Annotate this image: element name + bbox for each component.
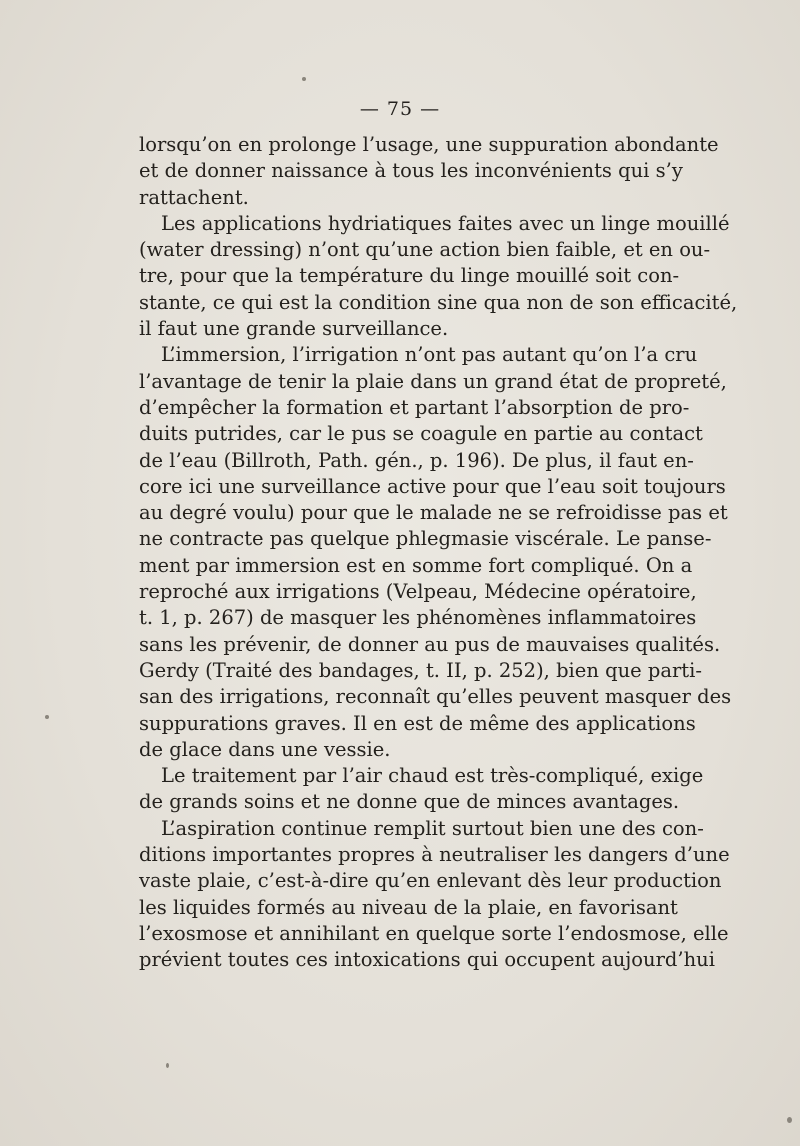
text-line: stante, ce qui est la condition sine qua non de son efficacité,: [139, 290, 738, 314]
text-line: ne contracte pas quelque phlegmasie viscérale. Le panse-: [139, 527, 712, 551]
text-line: il faut une grande surveillance.: [139, 317, 449, 341]
text-line: reproché aux irrigations (Velpeau, Médecine opératoire,: [139, 580, 697, 604]
text-line: l’exosmose et annihilant en quelque sorte l’endosmose, elle: [139, 921, 729, 945]
text-line: ment par immersion est en somme fort compliqué. On a: [139, 553, 693, 577]
text-line: Gerdy (Traité des bandages, t. II, p. 252), bien que parti-: [139, 658, 702, 682]
text-line: Les applications hydriatiques faites avec un linge mouillé: [161, 211, 730, 235]
text-line: (water dressing) n’ont qu’une action bien faible, et en ou-: [139, 238, 711, 262]
paper-speck: [166, 1063, 169, 1068]
text-line: Le traitement par l’air chaud est très-compliqué, exige: [161, 764, 704, 788]
text-line: core ici une surveillance active pour que l’eau soit toujours: [139, 474, 726, 498]
text-line: vaste plaie, c’est-à-dire qu’en enlevant dès leur production: [139, 869, 722, 893]
text-line: t. 1, p. 267) de masquer les phénomènes inflammatoires: [139, 606, 697, 630]
text-line: d’empêcher la formation et partant l’absorption de pro-: [139, 395, 690, 419]
text-line: lorsqu’on en prolonge l’usage, une suppuration abondante: [139, 133, 719, 156]
paper-speck: [787, 1117, 792, 1123]
text-line: et de donner naissance à tous les inconvénients qui s’y: [139, 159, 683, 183]
paper-speck: [302, 77, 306, 81]
text-line: de glace dans une vessie.: [139, 737, 391, 761]
text-line: les liquides formés au niveau de la plaie, en favorisant: [139, 895, 678, 919]
text-line: de l’eau (Billroth, Path. gén., p. 196). De plus, il faut en-: [139, 448, 694, 472]
text-line: de grands soins et ne donne que de minces avantages.: [139, 790, 680, 814]
paper-speck: [45, 715, 49, 719]
text-line: tre, pour que la température du linge mouillé soit con-: [139, 264, 680, 288]
text-line: ditions importantes propres à neutraliser les dangers d’une: [139, 843, 730, 867]
text-line: rattachent.: [139, 185, 249, 209]
text-line: au degré voulu) pour que le malade ne se refroidisse pas et: [139, 501, 728, 525]
text-line: duits putrides, car le pus se coagule en partie au contact: [139, 422, 703, 446]
text-line: prévient toutes ces intoxications qui occupent aujourd’hui: [139, 948, 715, 972]
body-text: [139, 132, 738, 974]
text-line: san des irrigations, reconnaît qu’elles peuvent masquer des: [139, 685, 732, 709]
text-line: l’avantage de tenir la plaie dans un grand état de propreté,: [139, 369, 727, 393]
text-line: L’immersion, l’irrigation n’ont pas autant qu’on l’a cru: [161, 343, 698, 367]
text-line: L’aspiration continue remplit surtout bien une des con-: [161, 816, 704, 840]
text-line: suppurations graves. Il en est de même des applications: [139, 711, 696, 735]
text-line: sans les prévenir, de donner au pus de mauvaises qualités.: [139, 632, 721, 656]
page-number: — 75 —: [359, 98, 441, 120]
